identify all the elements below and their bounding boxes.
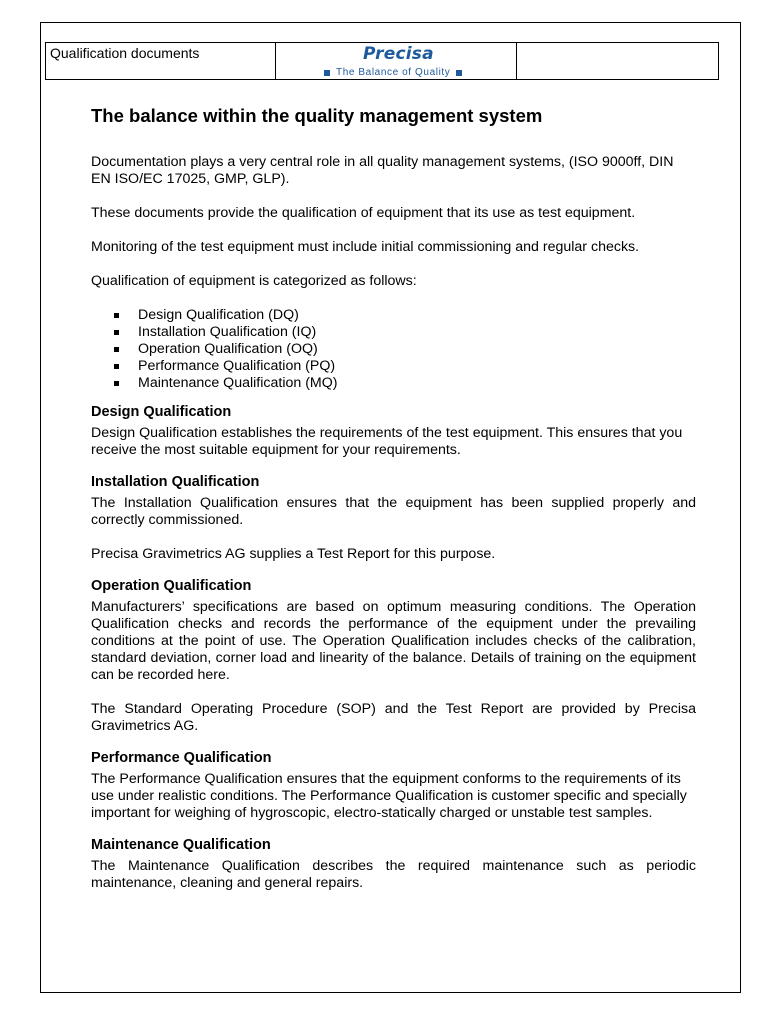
section-installation (91, 474, 696, 563)
bullet-icon (114, 313, 119, 318)
document-body (91, 105, 696, 907)
section-paragraph: Precisa Gravimetrics AG supplies a Test Report for this purpose. (91, 546, 496, 562)
section-paragraph: Design Qualification establishes the requirements of the test equipment. This ensures that you receive the most suitable equipment for your requirements. (91, 425, 683, 458)
intro-paragraph: Documentation plays a very central role in all quality management systems, (ISO 9000ff, DIN EN ISO/EC 17025, GMP, GLP). (91, 154, 674, 187)
qualification-list (91, 307, 696, 392)
list-item (114, 324, 696, 341)
intro-paragraph: Monitoring of the test equipment must include initial commissioning and regular checks. (91, 239, 640, 255)
section-paragraph: Manufacturers’ specifications are based on optimum measuring conditions. The Operation Qualification checks and records the performance of the equipment under the prevailing conditions at the point of use. The Operation Qualification includes checks of the calibration, standard deviation, corner load and linearity of the balance. Details of training on the equipment can be recorded here. (91, 599, 696, 683)
bullet-icon (114, 347, 119, 352)
header-doc-type: Qualification documents (46, 43, 276, 79)
list-item (114, 375, 696, 392)
bullet-icon (114, 330, 119, 335)
section-paragraph: The Performance Qualification ensures that the equipment conforms to the requirements of its use under realistic conditions. The Performance Qualification is customer specific and specially important for weighing of hygroscopic, electro-statically charged or unstable test samples. (91, 771, 687, 821)
header-logo (276, 43, 517, 79)
list-item-label: Performance Qualification (PQ) (138, 358, 336, 374)
logo-tagline (318, 67, 468, 78)
section-design (91, 404, 696, 459)
list-item-label: Installation Qualification (IQ) (138, 324, 317, 340)
section-paragraph: The Standard Operating Procedure (SOP) and the Test Report are provided by Precisa Gravimetrics AG. (91, 701, 696, 734)
logo-wordmark: Precisa (363, 44, 434, 64)
section-operation (91, 578, 696, 735)
section-heading: Operation Qualification (91, 578, 252, 594)
section-paragraph: The Installation Qualification ensures that the equipment has been supplied properly and correctly commissioned. (91, 495, 696, 528)
section-heading: Performance Qualification (91, 750, 272, 766)
square-icon (324, 70, 330, 76)
section-maintenance (91, 837, 696, 892)
list-item-label: Maintenance Qualification (MQ) (138, 375, 338, 391)
list-item (114, 307, 696, 324)
list-item-label: Operation Qualification (OQ) (138, 341, 318, 357)
section-performance (91, 750, 696, 822)
section-heading: Design Qualification (91, 404, 232, 420)
header-right-cell (517, 43, 718, 79)
bullet-icon (114, 381, 119, 386)
intro-paragraph: Qualification of equipment is categorized as follows: (91, 273, 417, 289)
section-heading: Installation Qualification (91, 474, 260, 490)
document-header (45, 42, 719, 80)
page-title: The balance within the quality management system (91, 105, 543, 126)
logo-tagline-text: The Balance of Quality (336, 67, 451, 78)
list-item-label: Design Qualification (DQ) (138, 307, 299, 323)
section-heading: Maintenance Qualification (91, 837, 271, 853)
intro-paragraph: These documents provide the qualification of equipment that its use as test equipment. (91, 205, 636, 221)
list-item (114, 358, 696, 375)
section-paragraph: The Maintenance Qualification describes the required maintenance such as periodic maintenance, cleaning and general repairs. (91, 858, 696, 891)
bullet-icon (114, 364, 119, 369)
list-item (114, 341, 696, 358)
square-icon (456, 70, 462, 76)
